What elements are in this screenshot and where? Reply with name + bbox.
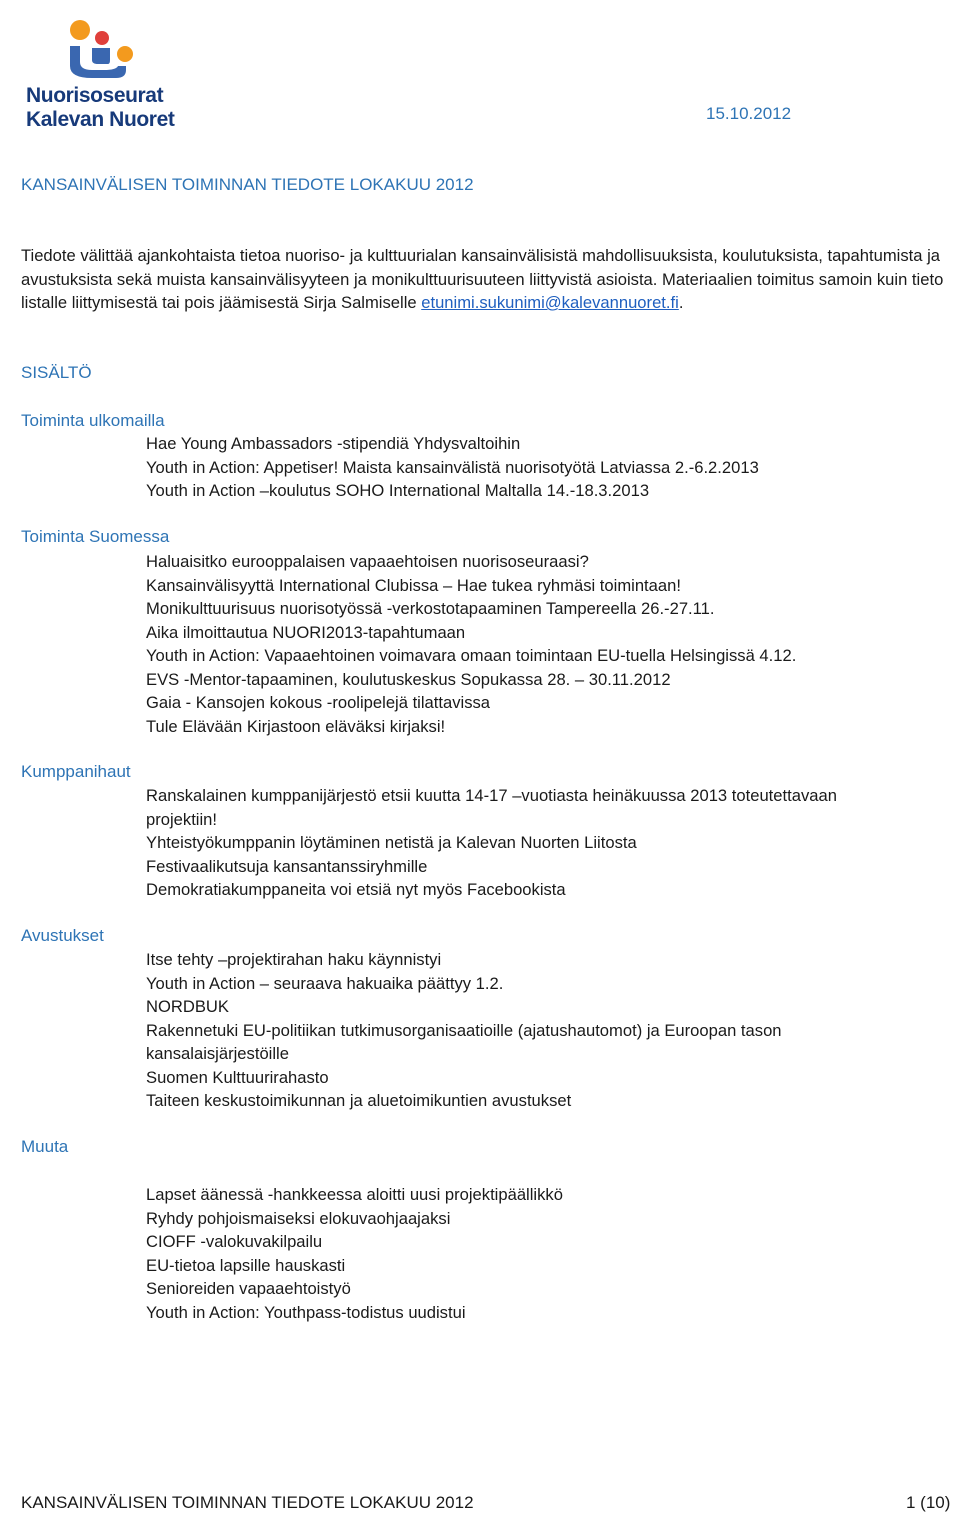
list-item[interactable]: Monikulttuurisuus nuorisotyössä -verkostotapaaminen Tampereella 26.-27.11. xyxy=(146,599,715,618)
section-list-other xyxy=(146,1183,936,1324)
section-heading-partners: Kumppanihaut xyxy=(21,762,131,781)
list-item[interactable]: Kansainvälisyyttä International Clubissa – Hae tukea ryhmäsi toimintaan! xyxy=(146,575,681,595)
contents-heading: SISÄLTÖ xyxy=(21,363,92,382)
list-item[interactable]: Yhteistyökumppanin löytäminen netistä ja Kalevan Nuorten Liitosta xyxy=(146,833,637,852)
list-item[interactable]: Demokratiakumppaneita voi etsiä nyt myös Facebookista xyxy=(146,880,566,899)
page-number: 1 (10) xyxy=(906,1493,951,1512)
section-list-partners xyxy=(146,784,906,902)
list-item[interactable]: Tule Elävään Kirjastoon eläväksi kirjaksi! xyxy=(146,716,446,736)
intro-paragraph xyxy=(21,244,946,315)
section-heading-abroad: Toiminta ulkomailla xyxy=(21,411,165,430)
list-item[interactable]: Youth in Action: Appetiser! Maista kansainvälistä nuorisotyötä Latviassa 2.-6.2.2013 xyxy=(146,457,759,477)
section-list-grants xyxy=(146,948,846,1113)
intro-end: . xyxy=(678,293,684,312)
intro-text: Tiedote välittää ajankohtaista tietoa nuoriso- ja kulttuurialan kansainvälisistä mahdollisuuksista, koulutuksista, tapahtumista ja avustuksista sekä muista kansainvälisyyteen ja monikulttuurisuuteen liittyvistä asioista. Materiaalien toimitus samoin kuin tieto listalle liittymisestä tai pois jäämisestä Sirja Salmiselle xyxy=(21,246,944,312)
list-item[interactable]: Haluaisitko eurooppalaisen vapaaehtoisen nuorisoseuraasi? xyxy=(146,552,589,571)
section-heading-other: Muuta xyxy=(21,1137,69,1156)
document-title: KANSAINVÄLISEN TOIMINNAN TIEDOTE LOKAKUU 2012 xyxy=(21,175,474,194)
footer-title: KANSAINVÄLISEN TOIMINNAN TIEDOTE LOKAKUU 2012 xyxy=(21,1493,474,1512)
list-item[interactable]: Youth in Action: Youthpass-todistus uudistui xyxy=(146,1302,466,1322)
list-item[interactable]: Hae Young Ambassadors -stipendiä Yhdysvaltoihin xyxy=(146,434,521,453)
list-item[interactable]: Ranskalainen kumppanijärjestö etsii kuutta 14-17 –vuotiasta heinäkuussa 2013 toteutettavaan projektiin! xyxy=(146,786,837,829)
list-item[interactable]: Youth in Action: Vapaaehtoinen voimavara omaan toimintaan EU-tuella Helsingissä 4.12. xyxy=(146,646,797,665)
email-link[interactable]: etunimi.sukunimi@kalevannuoret.fi xyxy=(421,293,679,312)
document-date: 15.10.2012 xyxy=(706,104,792,123)
section-heading-finland: Toiminta Suomessa xyxy=(21,527,170,546)
list-item[interactable]: Lapset äänessä -hankkeessa aloitti uusi projektipäällikkö xyxy=(146,1185,563,1204)
list-item[interactable]: Youth in Action – seuraava hakuaika päättyy 1.2. xyxy=(146,973,504,993)
list-item[interactable]: Taiteen keskustoimikunnan ja aluetoimikuntien avustukset xyxy=(146,1091,572,1110)
logo-mark-icon xyxy=(18,14,178,84)
list-item[interactable]: EU-tietoa lapsille hauskasti xyxy=(146,1255,346,1275)
list-item[interactable]: Rakennetuki EU-politiikan tutkimusorganisaatioille (ajatushautomot) ja Euroopan tason kansalaisjärjestöille xyxy=(146,1020,782,1063)
list-item[interactable]: Itse tehty –projektirahan haku käynnistyi xyxy=(146,950,442,969)
list-item[interactable]: EVS -Mentor-tapaaminen, koulutuskeskus Sopukassa 28. – 30.11.2012 xyxy=(146,669,671,689)
logo-text-line2: Kalevan Nuoret xyxy=(26,108,175,131)
section-list-finland xyxy=(146,550,936,738)
list-item[interactable]: NORDBUK xyxy=(146,997,229,1016)
list-item[interactable]: Senioreiden vapaaehtoistyö xyxy=(146,1279,351,1298)
list-item[interactable]: Aika ilmoittautua NUORI2013-tapahtumaan xyxy=(146,622,466,642)
section-heading-grants: Avustukset xyxy=(21,926,104,945)
list-item[interactable]: Suomen Kulttuurirahasto xyxy=(146,1067,329,1087)
logo-text-line1: Nuorisoseurat xyxy=(26,84,164,107)
list-item[interactable]: Gaia - Kansojen kokous -roolipelejä tilattavissa xyxy=(146,693,491,712)
list-item[interactable]: Ryhdy pohjoismaiseksi elokuvaohjaajaksi xyxy=(146,1208,451,1228)
logo xyxy=(18,14,178,132)
section-list-abroad xyxy=(146,432,936,503)
list-item[interactable]: Youth in Action –koulutus SOHO International Maltalla 14.-18.3.2013 xyxy=(146,481,650,500)
list-item[interactable]: Festivaalikutsuja kansantanssiryhmille xyxy=(146,856,428,876)
list-item[interactable]: CIOFF -valokuvakilpailu xyxy=(146,1232,323,1251)
